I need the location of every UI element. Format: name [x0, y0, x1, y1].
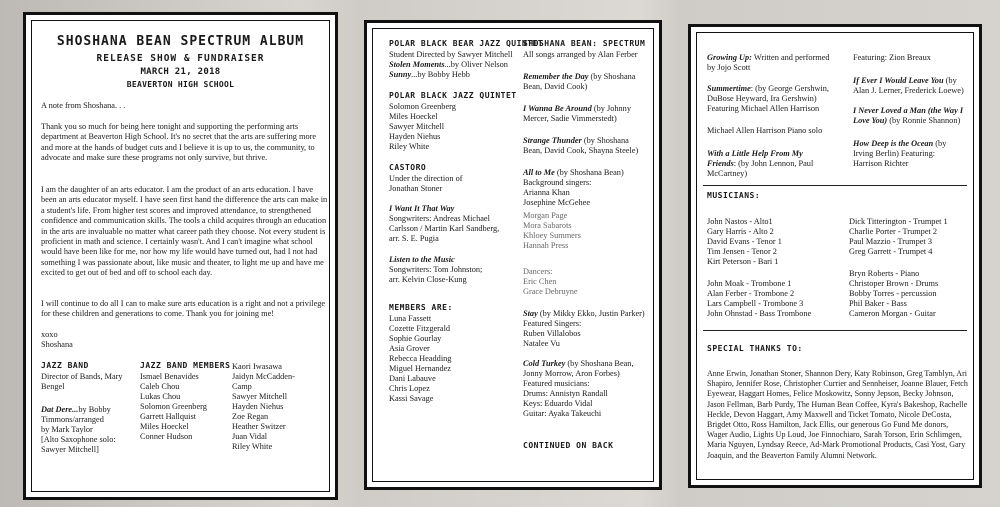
i-want-it-title: I Want It That Way — [389, 204, 455, 213]
page-1-border — [31, 20, 330, 492]
credit-line: Grace Debruyne — [523, 287, 578, 296]
member-name: Chris Lopez — [389, 384, 430, 393]
stolen-moments-credit: ...by Oliver Nelson — [444, 60, 508, 69]
musician: Alan Ferber - Trombone 2 — [707, 289, 795, 298]
dat-dere-credit-4: Sawyer Mitchell] — [41, 445, 99, 454]
members-are-heading: MEMBERS ARE: — [389, 303, 453, 312]
credit-line: Morgan Page — [523, 211, 568, 220]
quintet-member: Hayden Niehus — [389, 132, 441, 141]
page-2-border — [372, 28, 654, 482]
member-name: Camp — [232, 382, 252, 391]
jazz-members-col-2 — [232, 362, 295, 452]
credit-line: Mora Sabarots — [523, 221, 572, 230]
dat-dere-line — [41, 405, 111, 415]
dat-dere-title: Dat Dere... — [41, 405, 79, 414]
song-credit: by Jojo Scott — [707, 63, 751, 72]
song-credit: (by Shoshana Bean) — [554, 168, 624, 177]
sunny-line — [389, 70, 470, 80]
song-credit: (by — [943, 76, 957, 85]
never-loved-line — [853, 116, 960, 126]
jazz-band-director: Director of Bands, Mary Bengel — [41, 372, 123, 392]
member-name: Kassi Savage — [389, 394, 434, 403]
song-credit: (by Shoshana — [588, 72, 636, 81]
little-help-line — [707, 159, 813, 169]
member-name: Sawyer Mitchell — [232, 392, 288, 401]
event-date: MARCH 21, 2018 — [140, 67, 221, 77]
member-name: Cozette Fitzgerald — [389, 324, 451, 333]
credit-line: Ruben Villalobos — [523, 329, 581, 338]
song-credit: Featuring Michael Allen Harrison — [707, 104, 820, 113]
wanna-be-around-line — [523, 104, 631, 114]
jazz-band-members-heading: JAZZ BAND MEMBERS — [140, 361, 231, 370]
credit-line: Khloey Summers — [523, 231, 581, 240]
member-name: Riley White — [232, 442, 273, 451]
member-name: Kaori Iwasawa — [232, 362, 282, 371]
member-name: Conner Hudson — [140, 432, 193, 441]
event-subtitle: RELEASE SHOW & FUNDRAISER — [96, 53, 265, 64]
musician: John Moak - Trombone 1 — [707, 279, 792, 288]
program-page-1 — [23, 12, 338, 500]
musician: Paul Mazzio - Trumpet 3 — [849, 237, 932, 246]
wanna-be-around-title: I Wanna Be Around — [523, 104, 592, 113]
program-page-2 — [364, 20, 662, 490]
member-name: Caleb Chou — [140, 382, 180, 391]
signoff-name: Shoshana — [41, 340, 73, 349]
jazz-band-heading: JAZZ BAND — [41, 361, 89, 370]
note-paragraph-1: Thank you so much for being here tonight and supporting the performing arts department at Beaverton High School. It's no secret that the arts are suffering more and more at the hands of budget cuts and I believe it is up to us, the community, to advocate and make sure these programs not only survive, but thrive. — [41, 122, 317, 163]
quintet-member: Sawyer Mitchell — [389, 122, 445, 131]
member-name: Lukas Chou — [140, 392, 181, 401]
sunny-title: Sunny — [389, 70, 412, 79]
never-loved-title-2: Love You) — [853, 116, 888, 125]
song-credit: arr. Kelvin Close-Kung — [389, 275, 467, 284]
credit-line: Dancers: — [523, 267, 553, 276]
song-credit: (by Mikky Ekko, Justin Parker) — [537, 309, 645, 318]
piano-solo: Michael Allen Harrison Piano solo — [707, 126, 823, 135]
credit-line: Drums: Annistyn Randall — [523, 389, 608, 398]
credit-line: Josephine McGehee — [523, 198, 591, 207]
if-ever-title: If Ever I Would Leave You — [853, 76, 944, 85]
special-thanks-heading: SPECIAL THANKS TO: — [707, 344, 803, 353]
credit-line: Natalee Vu — [523, 339, 560, 348]
member-name: Sophie Gourlay — [389, 334, 442, 343]
how-deep-line — [853, 139, 946, 149]
credit-line: Background singers: — [523, 178, 592, 187]
remember-day-title: Remember the Day — [523, 72, 589, 81]
member-name: Zoe Regan — [232, 412, 269, 421]
song-credit: Irving Berlin) Featuring: — [853, 149, 936, 158]
member-name: Miguel Hernandez — [389, 364, 451, 373]
credit-line: Featured musicians: — [523, 379, 590, 388]
member-name: Asia Grover — [389, 344, 430, 353]
growing-up-line — [707, 53, 830, 63]
song-credit: : (by John Lennon, Paul — [733, 159, 814, 168]
credit-line: Featured Singers: — [523, 319, 582, 328]
dat-dere-credit-0: by Bobby — [78, 405, 111, 414]
all-to-me-line — [523, 168, 624, 178]
dat-dere-credit-1: Timmons/arranged — [41, 415, 104, 424]
musician: Dick Titterington - Trumpet 1 — [849, 217, 948, 226]
jazz-members-col-1 — [140, 372, 207, 442]
featuring-zion: Featuring: Zion Breaux — [853, 53, 931, 62]
song-credit: Bean, David Cook) — [523, 82, 588, 91]
musician: Cameron Morgan - Guitar — [849, 309, 936, 318]
continued-on-back: CONTINUED ON BACK — [523, 441, 614, 450]
song-credit: : (by George Gershwin, — [750, 84, 829, 93]
album-title: SHOSHANA BEAN SPECTRUM ALBUM — [56, 34, 305, 49]
musician: Greg Garrett - Trumpet 4 — [849, 247, 933, 256]
member-name: Heather Switzer — [232, 422, 286, 431]
signoff-xoxo: xoxo — [41, 330, 58, 339]
song-credit: (by — [933, 139, 947, 148]
program-page-3 — [688, 24, 982, 488]
quintet-member: Riley White — [389, 142, 430, 151]
if-ever-line — [853, 76, 957, 86]
musician: John Nastos - Alto1 — [707, 217, 773, 226]
stay-title: Stay — [523, 309, 538, 318]
musician: John Ohnstad - Bass Trombone — [707, 309, 812, 318]
musician: David Evans - Tenor 1 — [707, 237, 782, 246]
musician: Charlie Porter - Trumpet 2 — [849, 227, 938, 236]
page-3-border — [696, 32, 974, 480]
spectrum-heading: SHOSHANA BEAN: SPECTRUM — [523, 39, 646, 48]
song-credit: (by Shoshana Bean, — [565, 359, 634, 368]
divider — [703, 330, 967, 331]
member-name: Garrett Hallquist — [140, 412, 196, 421]
note-paragraph-2: I am the daughter of an arts educator. I am the product of an arts education. I have been an arts educator myself. I have seen first hand the difference the arts can make in a student's life. From higher test scores and improved attendance, to strengthened confidence and communication skills. The tools a child acquires through an education in the arts are invaluable no matter what career path they choose. Not every student is proficient in math and science. I certainly wasn't. And I can't imagine what school would have been like for me, nor how my life would have turned out, had I not had something I was passionate about, like music and theater, to light me up and have me excited to get out of bed and off to school each day. — [41, 185, 328, 278]
listen-music-title: Listen to the Music — [389, 255, 455, 264]
all-to-me-title: All to Me — [523, 168, 555, 177]
song-credit: Mercer, Sadie Vimmerstedt) — [523, 114, 617, 123]
quintet-member: Miles Hoeckel — [389, 112, 438, 121]
cold-turkey-title: Cold Turkey — [523, 359, 566, 368]
member-name: Hayden Niehus — [232, 402, 284, 411]
credit-line: Keys: Eduardo Vidal — [523, 399, 593, 408]
song-credit: McCartney) — [707, 169, 748, 178]
never-loved-title: I Never Loved a Man (the Way I — [853, 106, 964, 115]
arranger-line: All songs arranged by Alan Ferber — [523, 50, 638, 59]
member-name: Luna Fassett — [389, 314, 432, 323]
member-name: Dani Labauve — [389, 374, 436, 383]
member-name: Rebecca Headding — [389, 354, 452, 363]
note-paragraph-3: I will continue to do all I can to make sure arts education is a right and not a privilege for these children and generations to come. Thank you for joining me! — [41, 299, 326, 319]
credit-line: Eric Chen — [523, 277, 557, 286]
song-credit: Harrison Richter — [853, 159, 909, 168]
strange-thunder-line — [523, 136, 629, 146]
song-credit: (by Shoshana — [581, 136, 629, 145]
dat-dere-credit-2: by Mark Taylor — [41, 425, 93, 434]
member-name: Miles Hoeckel — [140, 422, 189, 431]
musician: Kirt Peterson - Bari 1 — [707, 257, 779, 266]
pbb-quintet-heading: POLAR BLACK BEAR JAZZ QUINTET — [389, 39, 544, 48]
pb-quintet-heading: POLAR BLACK JAZZ QUINTET — [389, 91, 517, 100]
song-credit: Songwriters: Tom Johnston; — [389, 265, 483, 274]
musician: Gary Harris - Alto 2 — [707, 227, 774, 236]
song-credit: Written and performed — [751, 53, 830, 62]
pbb-quintet-director: Student Directed by Sawyer Mitchell — [389, 50, 513, 59]
credit-line: Hannah Press — [523, 241, 569, 250]
musician: Phil Baker - Bass — [849, 299, 907, 308]
song-credit: (by Johnny — [591, 104, 631, 113]
musician: Tim Jensen - Tenor 2 — [707, 247, 777, 256]
musician: Lars Campbell - Trombone 3 — [707, 299, 804, 308]
little-help-title-2: Friends — [707, 159, 734, 168]
song-credit: Alan J. Lerner, Frederick Loewe) — [853, 86, 964, 95]
song-credit: Songwriters: Andreas Michael — [389, 214, 490, 223]
member-name: Juan Vidal — [232, 432, 268, 441]
dat-dere-credit-3: [Alto Saxophone solo: — [41, 435, 116, 444]
song-credit: Bean, David Cook, Shayna Steele) — [523, 146, 639, 155]
growing-up-title: Growing Up: — [707, 53, 752, 62]
how-deep-title: How Deep is the Ocean — [853, 139, 934, 148]
musicians-heading: MUSICIANS: — [707, 191, 761, 200]
musician: Bobby Torres - percussion — [849, 289, 937, 298]
stolen-moments-title: Stolen Moments — [389, 60, 445, 69]
credit-line: Arianna Khan — [523, 188, 570, 197]
member-name: Ismael Benavides — [140, 372, 199, 381]
member-name: Solomon Greenberg — [140, 402, 207, 411]
castoro-direction: Under the direction of — [389, 174, 463, 183]
little-help-title: With a Little Help From My — [707, 149, 803, 158]
musician: Christoper Brown - Drums — [849, 279, 939, 288]
song-credit: arr. S. E. Pugia — [389, 234, 439, 243]
castoro-heading: CASTORO — [389, 163, 427, 172]
song-credit: DuBose Heyward, Ira Gershwin) — [707, 94, 817, 103]
musician: Bryn Roberts - Piano — [849, 269, 920, 278]
special-thanks-text: Anne Erwin, Jonathan Stoner, Shannon Dery, Katy Robinson, Greg Tamblyn, Ari Shapiro, Jennifer Rose, Christopher Currier and Sennheiser, Joanne Blauer, Fetch Eyewear, Haggart Homes, Felice Moskowitz, Sonny Jepson, Becky Johnson, Jason Fellman, Barb Purdy, The Human Bean Coffee, Kyra's Bakeshop, Rachelle Heckle, Devon Haggart, Amy Maxwell and Ticket Tomato, Nicole DeCosta, Brigdet Otto, Ross Hamilton, Jack Ellis, our generous Go Fund Me donors, Wager Audio, Lights Up Loud, Joe Finnochiaro, Sarah Torson, Erin Schlimgen, Maria Nguyen, Lyndsay Reece, Ad-Mark Promotional Products, Casi Yost, Gary Joaquin, and the Beaverton Family Alumni Network. — [707, 369, 968, 460]
member-name: Jaidyn McCadden- — [232, 372, 295, 381]
stay-line — [523, 309, 645, 319]
strange-thunder-title: Strange Thunder — [523, 136, 582, 145]
song-credit: (by Ronnie Shannon) — [887, 116, 961, 125]
stolen-moments-line — [389, 60, 508, 70]
event-venue: BEAVERTON HIGH SCHOOL — [126, 80, 235, 89]
summertime-title: Summertime — [707, 84, 751, 93]
divider — [703, 185, 967, 186]
sunny-credit: ...by Bobby Hebb — [411, 70, 470, 79]
credit-line: Guitar: Ayaka Takeuchi — [523, 409, 602, 418]
song-credit: Carlsson / Martin Karl Sandberg, — [389, 224, 500, 233]
cold-turkey-line — [523, 359, 634, 369]
quintet-member: Solomon Greenberg — [389, 102, 456, 111]
summertime-line — [707, 84, 829, 94]
credit-line: Jonny Morrow, Aron Forbes) — [523, 369, 620, 378]
castoro-director: Jonathan Stoner — [389, 184, 443, 193]
note-intro: A note from Shoshana. . . — [41, 101, 126, 110]
remember-day-line — [523, 72, 635, 82]
